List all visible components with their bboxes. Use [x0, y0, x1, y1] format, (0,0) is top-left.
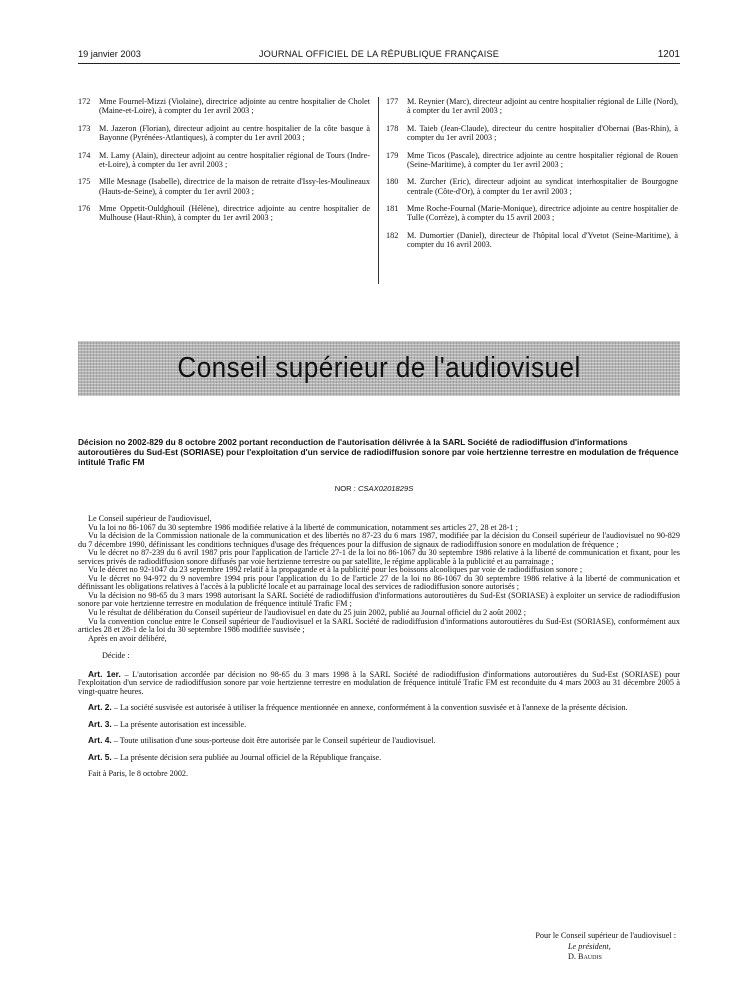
entry-text: M. Lamy (Alain), directeur adjoint au centre hospitalier régional de Tours (Indre-et-Loire), à compter du 1er avril 2003 ;	[99, 150, 370, 169]
page-header	[78, 49, 680, 63]
entry-number: 180	[386, 177, 399, 187]
entry-number: 175	[78, 177, 91, 187]
entry-text: M. Taieb (Jean-Claude), directeur du centre hospitalier d'Obernai (Bas-Rhin), à compter du 1er avril 2003 ;	[407, 123, 678, 143]
nor-reference	[0, 484, 748, 493]
appointment-entry	[386, 204, 678, 223]
header-rule	[78, 63, 680, 64]
nor-code: CSAX0201829S	[357, 484, 414, 493]
signature-name: D. Baudis	[568, 952, 602, 961]
preamble-line: Vu le décret no 94-972 du 9 novembre 1994 pris pour l'application du 1o de l'article 27 de la loi no 86-1067 du 30 septembre 1986 relative à la liberté de communication et définissant les obligations relatives à l'accès à la publicité locale et au parrainage local des services de radiodiffusion sonore autorisés ;	[78, 573, 680, 592]
header-journal-title: JOURNAL OFFICIEL DE LA RÉPUBLIQUE FRANÇAISE	[258, 49, 500, 59]
appointment-entry	[78, 124, 370, 143]
section-banner	[78, 341, 680, 396]
signature-block	[486, 931, 676, 963]
preamble-line: Vu le décret no 92-1047 du 23 septembre 1992 relatif à la propagande et à la publicité pour les boissons alcooliques par voie de radiodiffusion sonore ;	[88, 565, 583, 575]
article-text: – Toute utilisation d'une sous-porteuse doit être autorisée par le Conseil supérieur de l'audiovisuel.	[113, 736, 436, 746]
article-text: – La présente autorisation est incessible.	[113, 719, 247, 729]
appointment-entry	[386, 124, 678, 143]
entry-number: 178	[386, 123, 399, 133]
entry-text: Mlle Mesnage (Isabelle), directrice de la maison de retraite d'Issy-les-Moulineaux (Hauts-de-Seine), à compter du 1er avril 2003 ;	[99, 177, 370, 196]
section-banner-title: Conseil supérieur de l'audiovisuel	[177, 352, 581, 384]
appointment-entry	[386, 177, 678, 196]
appointment-entry	[386, 231, 678, 250]
header-date: 19 janvier 2003	[78, 49, 141, 59]
preamble-line: Vu le décret no 87-239 du 6 avril 1987 pris pour l'application de l'article 27-1 de la loi no 86-1067 du 30 septembre 1986 relative à la liberté de communication et fixant, pour les services privés de radiodiffusion sonore diffusés par voie hertzienne terrestre ou par satellite, le régime applicable à la publicité et au parrainage ;	[78, 548, 680, 566]
article-text: – La société susvisée est autorisée à utiliser la fréquence mentionnée en annexe, conformément à la convention susvisée et à l'annexe de la présente décision.	[113, 703, 628, 713]
appointment-entry	[78, 97, 370, 116]
signature-line-title	[486, 942, 676, 953]
decide-line: Décide :	[102, 651, 130, 661]
appointment-entry	[386, 97, 678, 116]
decision-title: Décision no 2002-829 du 8 octobre 2002 portant reconduction de l'autorisation délivrée à la SARL Société de radiodiffusion d'informations autoroutières du Sud-Est (SORIASE) pour l'exploitation d'un service de radiodiffusion sonore par voie hertzienne terrestre en modulation de fréquence intitulé Trafic FM	[78, 437, 679, 467]
preamble-line: Vu la convention conclue entre le Conseil supérieur de l'audiovisuel et la SARL Société de radiodiffusion d'informations autoroutières du Sud-Est (SORIASE), conformément aux articles 28 et 28-1 de la loi du 30 septembre 1986 modifiée susvisée ;	[78, 616, 680, 635]
article-text: – L'autorisation accordée par décision no 98-65 du 3 mars 1998 à la SARL Société de radiodiffusion d'informations autoroutières du Sud-Est (SORIASE) pour l'exploitation d'un service de radiodiffusion sonore par voie hertzienne terrestre en modulation de fréquence intitulé Trafic FM est reconduite du 4 mars 2003 au 31 décembre 2005 à vingt-quatre heures.	[78, 669, 680, 696]
appointments-right-column	[386, 97, 678, 258]
decision-body	[78, 515, 680, 778]
entry-text: M. Reynier (Marc), directeur adjoint au centre hospitalier régional de Lille (Nord), à compter du 1er avril 2003 ;	[407, 97, 678, 116]
entry-text: Mme Roche-Fournal (Marie-Monique), directrice adjointe au centre hospitalier de Tulle (Corrèze), à compter du 15 avril 2003 ;	[407, 204, 678, 223]
entry-text: M. Jazeron (Florian), directeur adjoint au centre hospitalier de la côte basque à Bayonne (Pyrénées-Atlantiques), à compter du 1er avril 2003 ;	[99, 123, 370, 143]
appointment-entry	[386, 151, 678, 170]
entry-number: 179	[386, 150, 399, 160]
article-label: Art. 1er.	[88, 668, 121, 679]
entry-number: 182	[386, 230, 399, 240]
article-label: Art. 2.	[88, 702, 112, 713]
appointment-entry	[78, 177, 370, 196]
article	[78, 736, 680, 746]
entry-text: Mme Oppetit-Ouldghouil (Hélène), directrice adjointe au centre hospitalier de Mulhouse (Haut-Rhin), à compter du 1er avril 2003 ;	[99, 204, 370, 223]
done-at: Fait à Paris, le 8 octobre 2002.	[88, 768, 189, 778]
preamble-line: Le Conseil supérieur de l'audiovisuel,	[88, 514, 212, 523]
entry-number: 172	[78, 97, 91, 106]
entry-text: M. Zurcher (Eric), directeur adjoint au syndicat interhospitalier de Bourgogne centrale (Côte-d'Or), à compter du 1er avril 2003 ;	[407, 177, 678, 196]
preamble-line: Après en avoir délibéré,	[88, 633, 167, 643]
entry-text: M. Dumortier (Daniel), directeur de l'hôpital local d'Yvetot (Seine-Maritime), à compter du 16 avril 2003.	[407, 230, 678, 250]
entry-number: 176	[78, 204, 91, 214]
entry-text: Mme Ticos (Pascale), directrice adjointe au centre hospitalier régional de Rouen (Seine-Maritime), à compter du 1er avril 2003 ;	[407, 150, 678, 169]
entry-number: 173	[78, 123, 91, 133]
article	[78, 720, 680, 730]
appointments-left-column	[78, 97, 370, 231]
article	[78, 703, 680, 713]
entry-number: 181	[386, 204, 399, 214]
preamble-line: Vu la loi no 86-1067 du 30 septembre 1986 modifiée relative à la liberté de communication, notamment ses articles 27, 28 et 28-1 ;	[88, 522, 518, 532]
appointment-entry	[78, 204, 370, 223]
preamble-line: Vu la décision no 98-65 du 3 mars 1998 autorisant la SARL Société de radiodiffusion d'informations autoroutières du Sud-Est (SORIASE) à exploiter un service de radiodiffusion sonore par voie hertzienne terrestre en modulation de fréquence intitulé Trafic FM ;	[78, 590, 680, 609]
article	[78, 670, 680, 697]
nor-label: NOR :	[334, 484, 356, 493]
article	[78, 753, 680, 763]
article-label: Art. 3.	[88, 718, 112, 729]
article-text: – La présente décision sera publiée au Journal officiel de la République française.	[113, 753, 382, 763]
header-page-number: 1201	[657, 49, 680, 60]
preamble-line: Vu la décision de la Commission nationale de la communication et des libertés no 87-23 du 6 mars 1987, modifiée par la décision du Conseil supérieur de l'audiovisuel no 90-829 du 7 décembre 1990, définissant les conditions techniques d'usage des fréquences pour la diffusion de signaux de radiodiffusion sonore en modulation de fréquence ;	[78, 531, 680, 549]
signature-title: Le président,	[568, 941, 611, 951]
appointment-entry	[78, 151, 370, 170]
preamble-line: Vu le résultat de délibération du Conseil supérieur de l'audiovisuel en date du 25 juin 2002, publié au Journal officiel du 2 août 2002 ;	[88, 608, 527, 618]
article-label: Art. 5.	[88, 752, 112, 763]
entry-text: Mme Fournel-Mizzi (Violaine), directrice adjointe au centre hospitalier de Cholet (Maine-et-Loire), à compter du 1er avril 2003 ;	[99, 97, 370, 116]
column-divider	[378, 97, 379, 284]
article-label: Art. 4.	[88, 735, 112, 746]
entry-number: 174	[78, 150, 91, 160]
signature-line-authority: Pour le Conseil supérieur de l'audiovisuel :	[535, 931, 676, 940]
entry-number: 177	[386, 97, 399, 106]
